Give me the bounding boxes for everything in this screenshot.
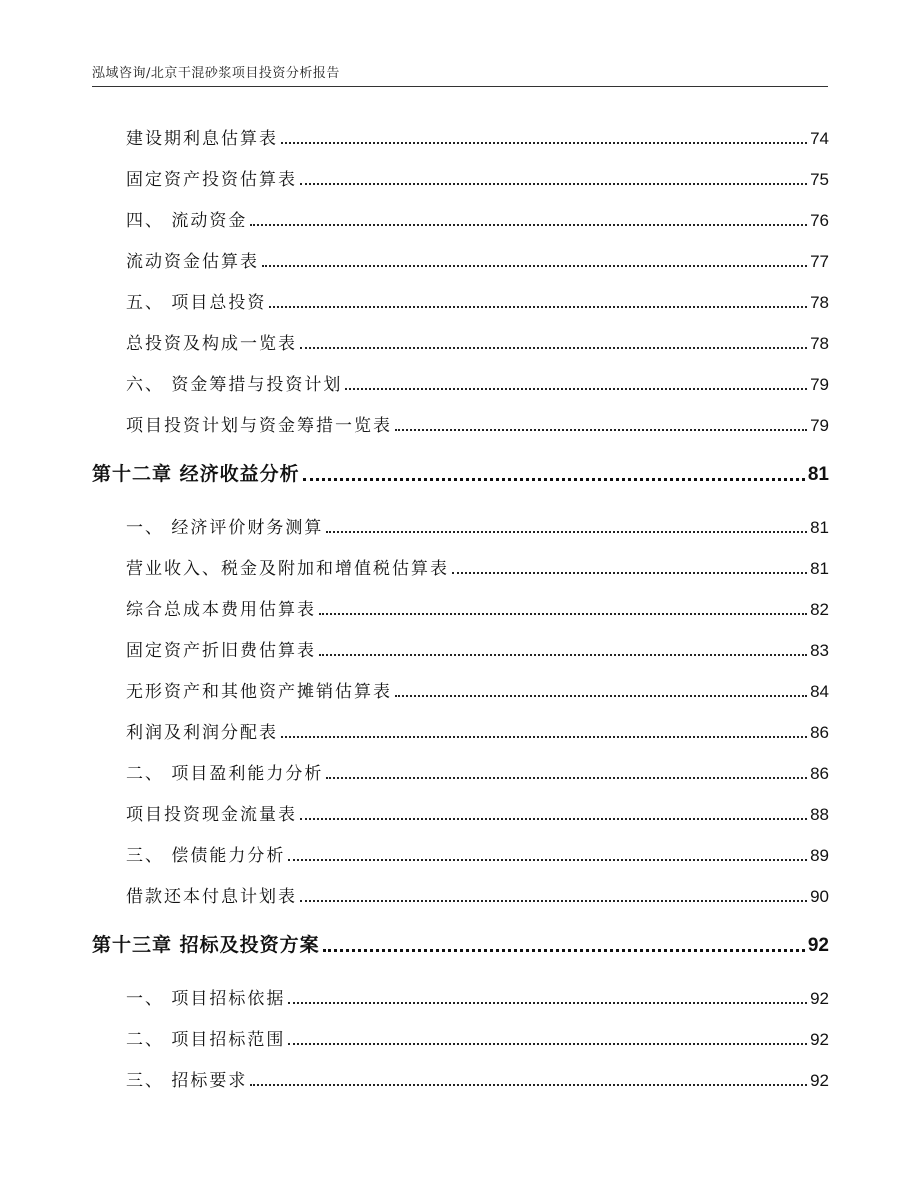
dot-leader (300, 347, 807, 349)
dot-leader (452, 572, 807, 574)
toc-chapter-entry[interactable] (92, 459, 829, 486)
dot-leader (300, 818, 807, 820)
toc-page-number: 92 (810, 1030, 829, 1049)
dot-leader (395, 429, 807, 431)
toc-entry[interactable] (126, 882, 829, 907)
toc-page-number: 86 (810, 723, 829, 742)
toc-entry-label: 借款还本付息计划表 (126, 887, 297, 907)
toc-page-number: 82 (810, 600, 829, 619)
toc-page-number: 88 (810, 805, 829, 824)
toc-entry-label: 流动资金估算表 (126, 252, 259, 272)
dot-leader (395, 695, 807, 697)
toc-entry-label: 综合总成本费用估算表 (126, 600, 316, 620)
toc-entry-label: 六、 资金筹措与投资计划 (126, 375, 343, 395)
toc-entry-label: 营业收入、税金及附加和增值税估算表 (126, 559, 449, 579)
toc-page-number: 81 (810, 559, 829, 578)
toc-entry-label: 一、 经济评价财务测算 (126, 518, 324, 538)
toc-chapter-entry[interactable] (92, 930, 829, 957)
toc-entry-label: 五、 项目总投资 (126, 293, 267, 313)
dot-leader (262, 265, 807, 267)
running-header: 泓域咨询/北京干混砂浆项目投资分析报告 (92, 66, 340, 81)
toc-page-number: 84 (810, 682, 829, 701)
dot-leader (288, 1043, 807, 1045)
toc-page-number: 77 (810, 252, 829, 271)
toc-entry[interactable] (126, 636, 829, 661)
toc-page-number: 79 (810, 375, 829, 394)
toc-entry[interactable] (126, 1025, 829, 1050)
toc-entry[interactable] (126, 984, 829, 1009)
toc-page-number: 92 (810, 989, 829, 1008)
toc-entry-label: 项目投资现金流量表 (126, 805, 297, 825)
toc-entry-label: 第十三章 招标及投资方案 (92, 934, 320, 956)
toc-page-number: 83 (810, 641, 829, 660)
toc-page-number: 81 (807, 464, 829, 485)
toc-entry-label: 固定资产投资估算表 (126, 170, 297, 190)
toc-page-number: 89 (810, 846, 829, 865)
dot-leader (288, 1002, 807, 1004)
toc-entry[interactable] (126, 759, 829, 784)
dot-leader (250, 1084, 807, 1086)
toc-entry[interactable] (126, 595, 829, 620)
toc-entry[interactable] (126, 513, 829, 538)
toc-entry[interactable] (126, 165, 829, 190)
toc-entry[interactable] (126, 370, 829, 395)
toc-page-number: 81 (810, 518, 829, 537)
toc-entry-label: 第十二章 经济收益分析 (92, 463, 300, 485)
toc-entry-label: 二、 项目招标范围 (126, 1030, 286, 1050)
toc-entry-label: 利润及利润分配表 (126, 723, 278, 743)
toc-entry[interactable] (126, 841, 829, 866)
dot-leader (281, 736, 807, 738)
toc-entry[interactable] (126, 206, 829, 231)
toc-entry[interactable] (126, 1066, 829, 1091)
toc-entry-label: 固定资产折旧费估算表 (126, 641, 316, 661)
toc-page-number: 92 (807, 935, 829, 956)
dot-leader (300, 183, 807, 185)
header-divider (92, 86, 828, 87)
toc-page-number: 76 (810, 211, 829, 230)
dot-leader (323, 949, 805, 952)
dot-leader (281, 142, 807, 144)
toc-page-number: 78 (810, 334, 829, 353)
dot-leader (300, 900, 807, 902)
toc-entry[interactable] (126, 554, 829, 579)
toc-entry[interactable] (126, 800, 829, 825)
toc-entry-label: 三、 招标要求 (126, 1071, 248, 1091)
toc-page-number: 79 (810, 416, 829, 435)
toc-entry-label: 总投资及构成一览表 (126, 334, 297, 354)
dot-leader (319, 654, 807, 656)
dot-leader (326, 531, 807, 533)
toc-entry-label: 二、 项目盈利能力分析 (126, 764, 324, 784)
toc-page-number: 78 (810, 293, 829, 312)
dot-leader (345, 388, 807, 390)
toc-entry[interactable] (126, 288, 829, 313)
toc-entry[interactable] (126, 247, 829, 272)
toc-entry[interactable] (126, 411, 829, 436)
toc-page-number: 90 (810, 887, 829, 906)
toc-entry[interactable] (126, 718, 829, 743)
dot-leader (326, 777, 807, 779)
toc-entry-label: 四、 流动资金 (126, 211, 248, 231)
dot-leader (269, 306, 807, 308)
dot-leader (303, 478, 805, 481)
toc-entry-label: 三、 偿债能力分析 (126, 846, 286, 866)
toc-entry[interactable] (126, 329, 829, 354)
toc-page-number: 86 (810, 764, 829, 783)
toc-entry-label: 建设期利息估算表 (126, 129, 278, 149)
dot-leader (319, 613, 807, 615)
toc-entry[interactable] (126, 124, 829, 149)
toc-page-number: 75 (810, 170, 829, 189)
toc-page-number: 74 (810, 129, 829, 148)
toc-page-number: 92 (810, 1071, 829, 1090)
toc-entry-label: 无形资产和其他资产摊销估算表 (126, 682, 392, 702)
dot-leader (288, 859, 807, 861)
dot-leader (250, 224, 807, 226)
toc-entry-label: 项目投资计划与资金筹措一览表 (126, 416, 392, 436)
toc-entry[interactable] (126, 677, 829, 702)
toc-entry-label: 一、 项目招标依据 (126, 989, 286, 1009)
